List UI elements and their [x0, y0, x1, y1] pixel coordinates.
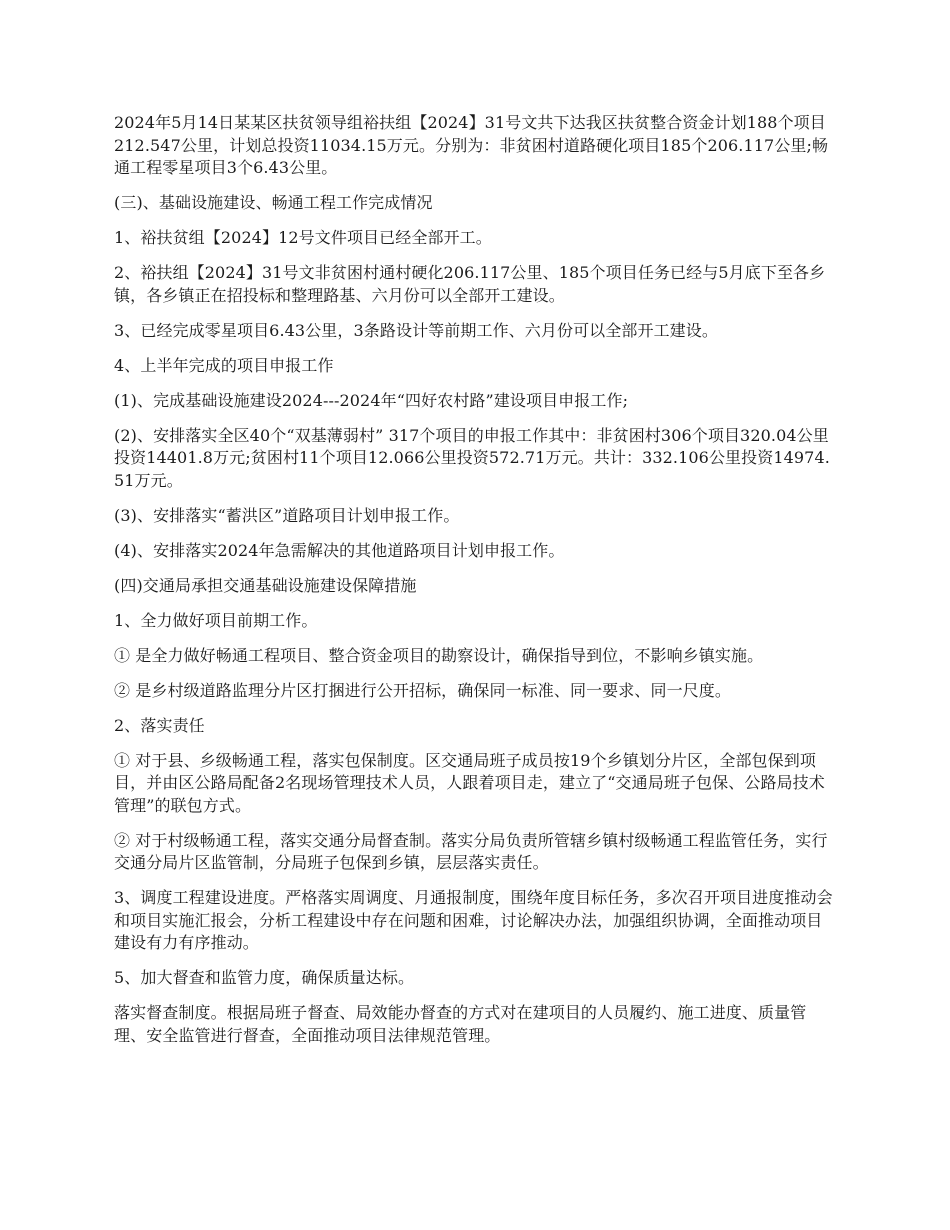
paragraph-measure-3: 3、调度工程建设进度。严格落实周调度、月通报制度，围绕年度目标任务，多次召开项目进度推动会和项目实施汇报会，分析工程建设中存在问题和困难，讨论解决办法，加强组织协调，全面推动项目建设有力有序推动。 — [114, 888, 833, 952]
paragraph-measure-2b: ② 对于村级畅通工程，落实交通分局督查制。落实分局负责所管辖乡镇村级畅通工程监管任务，实行交通分局片区监管制，分局班子包保到乡镇，层层落实责任。 — [114, 830, 828, 872]
document-body — [114, 112, 836, 1060]
section-heading-three: (三)、基础设施建设、畅通工程工作完成情况 — [114, 193, 433, 212]
section-heading-four: (四)交通局承担交通基础设施建设保障措施 — [114, 575, 417, 595]
paragraph-intro-funding: 2024年5月14日某某区扶贫领导组裕扶组【2024】31号文共下达我区扶贫整合资金计划188个项目212.547公里，计划总投资11034.15万元。分别为：非贫困村道路硬化项目185个206.117公里;畅通工程零星项目3个6.43公里。 — [114, 113, 829, 177]
paragraph-item-1: 1、裕扶贫组【2024】12号文件项目已经全部开工。 — [114, 228, 492, 247]
paragraph-measure-2: 2、落实责任 — [114, 715, 205, 735]
paragraph-subitem-2: (2)、安排落实全区40个“双基薄弱村” 317个项目的申报工作其中：非贫困村306个项目320.04公里投资14401.8万元;贫困村11个项目12.066公里投资572.71万元。共计：332.106公里投资14974.51万元。 — [114, 425, 830, 490]
paragraph-subitem-4: (4)、安排落实2024年急需解决的其他道路项目计划申报工作。 — [114, 540, 565, 560]
paragraph-supervision: 落实督查制度。根据局班子督查、局效能办督查的方式对在建项目的人员履约、施工进度、质量管理、安全监管进行督查，全面推动项目法律规范管理。 — [114, 1003, 807, 1045]
paragraph-measure-5: 5、加大督查和监管力度，确保质量达标。 — [114, 968, 415, 987]
paragraph-item-2: 2、裕扶组【2024】31号文非贫困村通村硬化206.117公里、185个项目任务已经与5月底下至各乡镇，各乡镇正在招投标和整理路基、六月份可以全部开工建设。 — [114, 263, 826, 305]
paragraph-item-3: 3、已经完成零星项目6.43公里，3条路设计等前期工作、六月份可以全部开工建设。 — [114, 320, 718, 340]
paragraph-measure-2a: ① 对于县、乡级畅通工程，落实包保制度。区交通局班子成员按19个乡镇划分片区，全部包保到项目，并由区公路局配备2名现场管理技术人员，人跟着项目走，建立了“交通局班子包保、公路局技术管理”的联包方式。 — [114, 750, 825, 815]
paragraph-item-4: 4、上半年完成的项目申报工作 — [114, 355, 334, 375]
paragraph-subitem-3: (3)、安排落实“蓄洪区”道路项目计划申报工作。 — [114, 505, 460, 525]
paragraph-measure-1: 1、全力做好项目前期工作。 — [114, 610, 318, 630]
paragraph-measure-1a: ① 是全力做好畅通工程项目、整合资金项目的勘察设计，确保指导到位，不影响乡镇实施。 — [114, 645, 764, 665]
paragraph-subitem-1: (1)、完成基础设施建设2024---2024年“四好农村路”建设项目申报工作; — [114, 390, 629, 410]
paragraph-measure-1b: ② 是乡村级道路监理分片区打捆进行公开招标，确保同一标准、同一要求、同一尺度。 — [114, 680, 731, 700]
